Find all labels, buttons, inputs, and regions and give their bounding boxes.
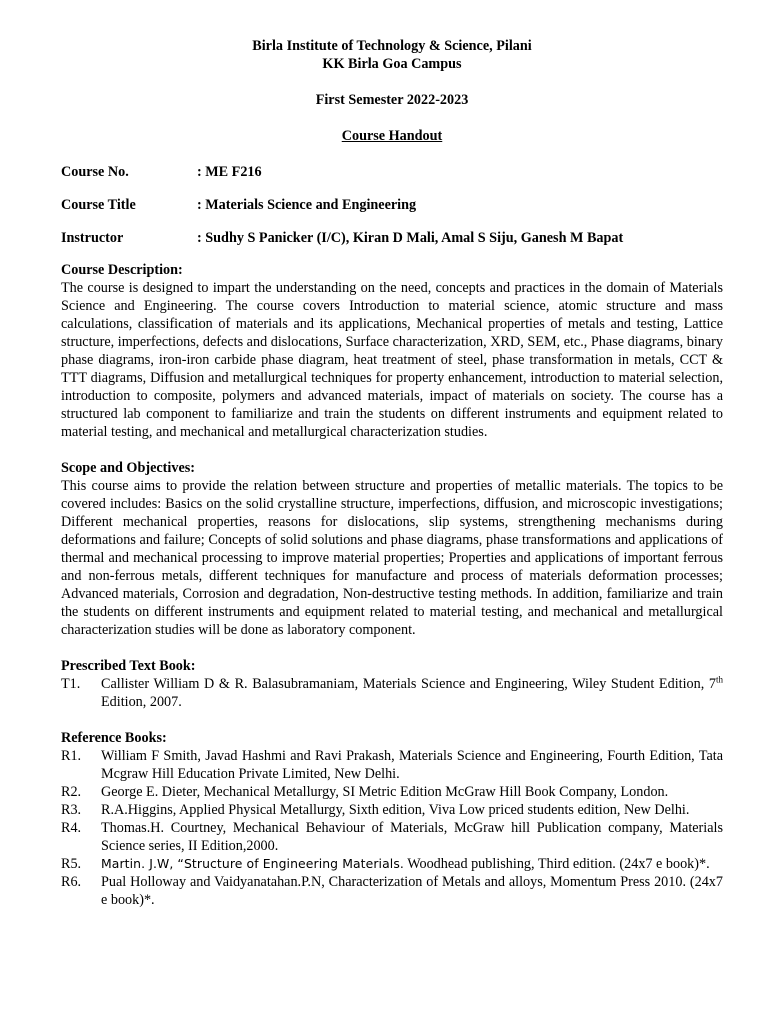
item-text: Callister William D & R. Balasubramaniam, Materials Science and Engineering, Wiley Student Edition, 7th Edition, 2007.	[101, 674, 723, 710]
list-item	[61, 675, 723, 711]
course-description-text: The course is designed to impart the understanding on the need, concepts and practices in the domain of Materials Science and Engineering. The course covers Introduction to material science, atomic structure and mass calculations, classification of materials and its applications, Mechanical properties of metals and testing, Lattice structure, imperfections, defects and dislocations, Surface characterization, XRD, SEM, etc., Phase diagrams, binary phase diagrams, iron-iron carbide phase diagram, heat treatment of steel, phase transformation in metals, CCT & TTT diagrams, Diffusion and metallurgical techniques for property enhancement, introduction to material selection, introduction to composite, polymers and advanced materials, impact of materials on society. The course has a structured lab component to familiarize and train the students on different instruments and equipment related to material testing, and mechanical and metallurgical characterization studies.	[61, 280, 723, 440]
textbook-heading: Prescribed Text Book:	[61, 658, 196, 674]
course-title-label: Course Title	[61, 197, 136, 213]
document-title: Course Handout	[341, 128, 443, 144]
course-title-row	[61, 196, 723, 214]
list-item	[61, 783, 723, 801]
list-item	[61, 801, 723, 819]
item-text: Pual Holloway and Vaidyanatahan.P.N, Characterization of Metals and alloys, Momentum Press 2010. (24x7 e book)*.	[101, 874, 723, 908]
item-text: William F Smith, Javad Hashmi and Ravi Prakash, Materials Science and Engineering, Fourth Edition, Tata Mcgraw Hill Education Private Limited, New Delhi.	[101, 748, 723, 782]
reference-books-heading: Reference Books:	[61, 730, 167, 746]
reference-list	[61, 747, 723, 909]
item-number: R1.	[61, 748, 82, 764]
item-number: R5.	[61, 856, 82, 872]
instructor-label: Instructor	[61, 230, 124, 246]
handout-page	[61, 37, 723, 909]
item-text: George E. Dieter, Mechanical Metallurgy, SI Metric Edition McGraw Hill Book Company, London.	[101, 784, 669, 800]
campus-name: KK Birla Goa Campus	[322, 56, 462, 72]
scope-heading: Scope and Objectives:	[61, 460, 195, 476]
institute-name: Birla Institute of Technology & Science, Pilani	[252, 38, 532, 54]
item-number: T1.	[61, 676, 81, 692]
course-number-value: : ME F216	[197, 164, 262, 180]
item-text: Martin. J.W, “Structure of Engineering Materials. Woodhead publishing, Third edition. (24x7 e book)*.	[101, 856, 710, 872]
textbook-list	[61, 675, 723, 711]
list-item	[61, 855, 723, 873]
item-text: R.A.Higgins, Applied Physical Metallurgy, Sixth edition, Viva Low priced students edition, New Delhi.	[101, 802, 690, 818]
course-number-row	[61, 163, 723, 181]
course-number-label: Course No.	[61, 164, 129, 180]
item-number: R2.	[61, 784, 82, 800]
list-item	[61, 747, 723, 783]
semester-label: First Semester 2022-2023	[315, 92, 469, 108]
list-item	[61, 873, 723, 909]
scope-text: This course aims to provide the relation between structure and properties of metallic materials. The topics to be covered includes: Basics on the solid crystalline structure, imperfections, diffusion, and microscopic investigations; Different mechanical properties, reasons for dislocations, slip systems, strengthening mechanisms during deformations and failure; Concepts of solid solutions and phase diagrams, phase transformations and applications of thermal and mechanical processing to improve material properties; Properties and applications of important ferrous and non-ferrous metals, different techniques for manufacture and process of materials deformation processes; Advanced materials, Corrosion and degradation, Non-destructive testing methods. In addition, familiarize and train the students on different instruments and equipment related to material testing, and mechanical and metallurgical characterization studies will be done as laboratory component.	[61, 478, 723, 638]
course-title-value: : Materials Science and Engineering	[197, 197, 417, 213]
list-item	[61, 819, 723, 855]
item-number: R4.	[61, 820, 82, 836]
item-number: R3.	[61, 802, 82, 818]
instructor-value: : Sudhy S Panicker (I/C), Kiran D Mali, Amal S Siju, Ganesh M Bapat	[197, 230, 624, 246]
instructor-row	[61, 229, 723, 247]
item-text: Thomas.H. Courtney, Mechanical Behaviour of Materials, McGraw hill Publication company, Materials Science series, II Edition,2000.	[101, 820, 723, 854]
course-description-heading: Course Description:	[61, 262, 183, 278]
item-number: R6.	[61, 874, 82, 890]
